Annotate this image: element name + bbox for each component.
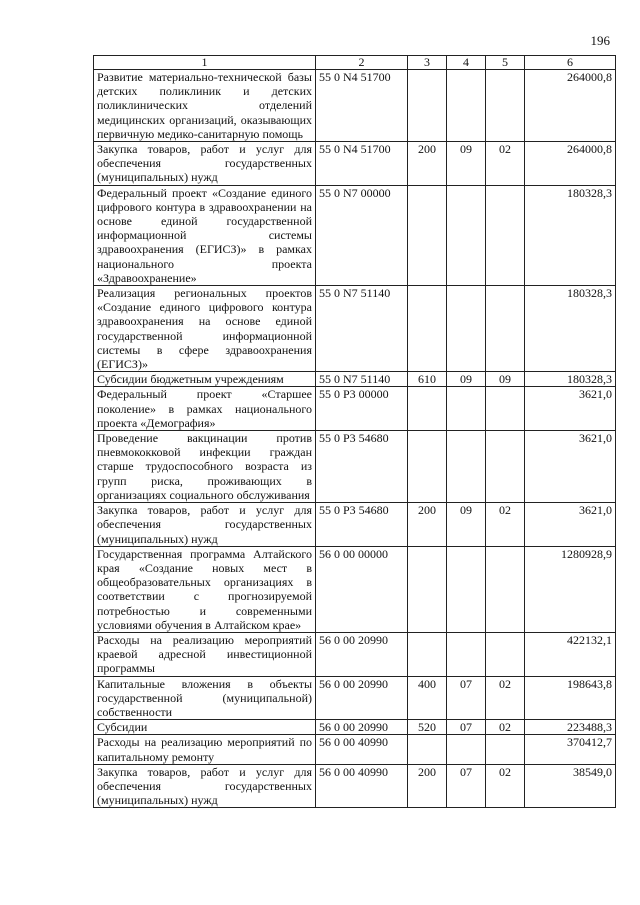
row-code: 55 0 N7 51140: [316, 372, 408, 387]
row-name: Капитальные вложения в объекты государственной (муниципальной) собственности: [94, 676, 316, 720]
row-sum: 180328,3: [525, 185, 616, 285]
row-expense-type: 200: [408, 503, 447, 547]
row-code: 56 0 00 20990: [316, 676, 408, 720]
row-code: 56 0 00 40990: [316, 764, 408, 808]
table-row: [94, 764, 616, 808]
row-section: [447, 546, 486, 632]
row-code: 55 0 N7 00000: [316, 185, 408, 285]
row-subsection: 02: [486, 764, 525, 808]
page-number: 196: [590, 33, 610, 48]
row-section: 07: [447, 720, 486, 735]
row-expense-type: 400: [408, 676, 447, 720]
row-expense-type: [408, 431, 447, 503]
row-subsection: 02: [486, 503, 525, 547]
row-code: 56 0 00 00000: [316, 546, 408, 632]
row-section: [447, 286, 486, 372]
row-sum: 180328,3: [525, 372, 616, 387]
row-section: [447, 70, 486, 142]
row-expense-type: [408, 632, 447, 676]
row-subsection: [486, 387, 525, 431]
row-sum: 223488,3: [525, 720, 616, 735]
row-subsection: [486, 70, 525, 142]
row-subsection: 02: [486, 142, 525, 186]
row-subsection: 09: [486, 372, 525, 387]
row-sum: 264000,8: [525, 70, 616, 142]
row-section: 09: [447, 503, 486, 547]
row-subsection: [486, 632, 525, 676]
row-name: Федеральный проект «Старшее поколение» в рамках национального проекта «Демография»: [94, 387, 316, 431]
row-code: 55 0 P3 54680: [316, 431, 408, 503]
row-name: Федеральный проект «Создание единого цифрового контура в здравоохранении на основе единой государственной информационной системы здравоохранения (ЕГИСЗ)» в рамках национального проекта «Здравоохранение»: [94, 185, 316, 285]
row-sum: 198643,8: [525, 676, 616, 720]
row-subsection: [486, 286, 525, 372]
row-name: Субсидии бюджетным учреждениям: [94, 372, 316, 387]
row-subsection: [486, 735, 525, 764]
row-code: 55 0 N4 51700: [316, 70, 408, 142]
row-expense-type: 200: [408, 142, 447, 186]
row-expense-type: 610: [408, 372, 447, 387]
row-code: 55 0 P3 54680: [316, 503, 408, 547]
table-row: [94, 546, 616, 632]
row-name: Проведение вакцинации против пневмококковой инфекции граждан старше трудоспособного возраста из групп риска, проживающих в организациях социального обслуживания: [94, 431, 316, 503]
table-row: [94, 632, 616, 676]
row-sum: 3621,0: [525, 387, 616, 431]
row-subsection: 02: [486, 676, 525, 720]
row-code: 55 0 P3 00000: [316, 387, 408, 431]
row-name: Закупка товаров, работ и услуг для обеспечения государственных (муниципальных) нужд: [94, 764, 316, 808]
table-row: [94, 735, 616, 764]
row-expense-type: 200: [408, 764, 447, 808]
header-col-6: 6: [525, 56, 616, 70]
table-row: [94, 286, 616, 372]
row-name: Реализация региональных проектов «Создание единого цифрового контура здравоохранения на основе единой государственной информационной системы в сфере здравоохранения (ЕГИСЗ)»: [94, 286, 316, 372]
row-sum: 3621,0: [525, 503, 616, 547]
row-sum: 38549,0: [525, 764, 616, 808]
table-row: [94, 676, 616, 720]
table-row: [94, 503, 616, 547]
row-sum: 1280928,9: [525, 546, 616, 632]
row-section: [447, 632, 486, 676]
table-row: [94, 431, 616, 503]
table-row: [94, 142, 616, 186]
row-name: Расходы на реализацию мероприятий краевой адресной инвестиционной программы: [94, 632, 316, 676]
row-expense-type: [408, 70, 447, 142]
row-name: Закупка товаров, работ и услуг для обеспечения государственных (муниципальных) нужд: [94, 503, 316, 547]
table-header-row: [94, 56, 616, 70]
row-name: Расходы на реализацию мероприятий по капитальному ремонту: [94, 735, 316, 764]
row-sum: 370412,7: [525, 735, 616, 764]
row-section: 07: [447, 676, 486, 720]
row-expense-type: [408, 286, 447, 372]
row-expense-type: 520: [408, 720, 447, 735]
row-subsection: [486, 185, 525, 285]
header-col-3: 3: [408, 56, 447, 70]
row-section: [447, 387, 486, 431]
row-code: 56 0 00 40990: [316, 735, 408, 764]
row-name: Субсидии: [94, 720, 316, 735]
row-expense-type: [408, 735, 447, 764]
row-section: 07: [447, 764, 486, 808]
row-sum: 264000,8: [525, 142, 616, 186]
row-code: 55 0 N7 51140: [316, 286, 408, 372]
table-row: [94, 185, 616, 285]
row-sum: 3621,0: [525, 431, 616, 503]
row-section: [447, 185, 486, 285]
row-sum: 422132,1: [525, 632, 616, 676]
header-col-5: 5: [486, 56, 525, 70]
row-name: Закупка товаров, работ и услуг для обеспечения государственных (муниципальных) нужд: [94, 142, 316, 186]
row-subsection: [486, 431, 525, 503]
budget-table: [93, 55, 616, 808]
row-sum: 180328,3: [525, 286, 616, 372]
row-expense-type: [408, 546, 447, 632]
table-row: [94, 720, 616, 735]
row-section: 09: [447, 142, 486, 186]
table-row: [94, 387, 616, 431]
row-expense-type: [408, 387, 447, 431]
header-col-4: 4: [447, 56, 486, 70]
row-code: 56 0 00 20990: [316, 720, 408, 735]
row-code: 55 0 N4 51700: [316, 142, 408, 186]
table-row: [94, 372, 616, 387]
row-subsection: [486, 546, 525, 632]
row-section: [447, 431, 486, 503]
row-name: Развитие материально-технической базы детских поликлиник и детских поликлинических отделений медицинских организаций, оказывающих первичную медико-санитарную помощь: [94, 70, 316, 142]
table-row: [94, 70, 616, 142]
row-section: 09: [447, 372, 486, 387]
row-subsection: 02: [486, 720, 525, 735]
row-code: 56 0 00 20990: [316, 632, 408, 676]
header-col-1: 1: [94, 56, 316, 70]
header-col-2: 2: [316, 56, 408, 70]
row-name: Государственная программа Алтайского края «Создание новых мест в общеобразовательных организациях в соответствии с прогнозируемой потребностью и современными условиями обучения в Алтайском крае»: [94, 546, 316, 632]
row-expense-type: [408, 185, 447, 285]
row-section: [447, 735, 486, 764]
